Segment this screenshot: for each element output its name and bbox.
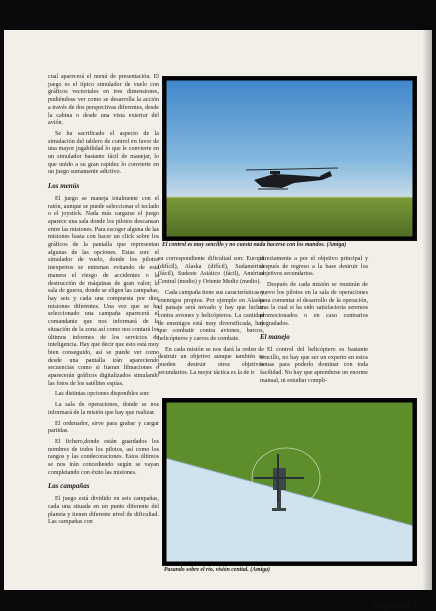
paragraph: directamente a por el objetivo principal y después de regreso a la base destruir los objetivos secundarios. xyxy=(260,256,368,278)
paragraph: El juego se maneja totalmente con el ratón, aunque se puede seleccionar el teclado o el joystick. Nada más cargarse el juego aparece una sala donde los pilotos descansan entre las misiones. Para escoger alguna de las misiones basta con hacer un click sobre los gráficos de la pantalla que representan algunas de las opciones. Estas son: el simulador de vuelo, donde los pilotos inexpertos se entrenan evitando de esta manera el riesgo de accidentes o la destrucción de máquinas de gran valor; la sala de guerra, donde se eligen las campañas, hay seis y cada una compuesta por diez misiones diferentes. Una vez que se ha seleccionado una campaña aparecerá el comandante que nos informará de la situación de la zona así como nos contará los últimos informes de los servicios de inteligencia. Hay que decir que esto está muy bien conseguido, así se puede ver como desde una pantalla irán apareciendo secuencias como si fueran filmaciones o aparecerán gráficos digitalizados simulando las fotos de los satélites espías. xyxy=(48,195,160,387)
paragraph: cual aparecerá el menú de presentación. El juego es el típico simulador de vuelo con gráficos vectoriales en tres dimensiones, pudiéndose ver como se desarrolla la acción a través de dos perspectivas diferentes, desde la cabina o desde una vista exterior del avión. xyxy=(48,74,159,127)
magazine-page xyxy=(4,30,432,611)
paragraph: La sala de operaciones, donde se nos informará de la misión que hay que realizar. xyxy=(48,402,159,416)
paragraph: El juego está dividido en seis campañas, cada una situada en un punto diferente del planeta y tienen diferente nivel de dificultad. Las campañas con xyxy=(48,496,159,526)
paragraph: su correspondiente dificultad son: Europa (difícil), Alaska (difícil), Sudamérica (fácil), Sudeste Asiático (fácil), América Central (medio) y Oriente Medio (medio). xyxy=(158,256,264,286)
figure-caption: Pasando sobre el río, visión cenital. (Amiga) xyxy=(164,567,270,573)
paragraph: El control del helicóptero es bastante sencillo, no hay que ser un experto en estos temas para poderlo dominar con toda facilidad. No hay que aprenderse un enorme manual, ni estudiar compli- xyxy=(260,347,368,384)
river-scene-illustration xyxy=(162,398,417,566)
paragraph: Se ha sacrificado el aspecto de la simulación del tablero de control en favor de una mayor jugabilidad lo que le convierte en un simulador bastante fácil de manejar, lo que unido a su gran rapidez lo convierte en un juego sumamente adictivo. xyxy=(48,130,159,176)
paragraph: El ordenador, sirve para grabar y cargar partidas. xyxy=(48,420,159,435)
paragraph: El fichero,donde están guardados los nombres de todos los pilotos, así como los rangos y las condecoraciones. Estos últimos se nos irán concediendo según se vayan completando con éxito las misiones. xyxy=(48,438,159,476)
page-edge-shadow xyxy=(422,30,432,590)
page-footer: MegaOcio 21 xyxy=(372,602,422,611)
paragraph: En cada misión se nos dará la orden de destruir un objetivo aunque también se pueden destruir otros objetivos secundarios. La mejor táctica es la de ir xyxy=(158,346,264,376)
text-column-1 xyxy=(48,74,159,530)
paragraph: Cada campaña tiene sus características y enemigos propios. Por ejemplo en Alaska el paisaje será nevado y hay que luchar contra aviones y helicópteros. La cantidad de enemigos está muy diversificada, hay que combatir contra aviones, barcos, helicópteros y carros de combate. xyxy=(158,289,264,343)
helicopter-scene-illustration xyxy=(162,76,417,241)
screenshot-helicopter-top xyxy=(162,398,417,566)
section-heading: Los menús xyxy=(48,182,80,191)
paragraph: Después de cada misión se reunirán de nuevo los pilotos en la sala de operaciones para comentar el desarrollo de la operación, tras la cual si ha sido satisfactoria seremos promocionados o en caso contrarios degradados. xyxy=(260,282,368,327)
screenshot-helicopter-side xyxy=(162,76,417,241)
text-column-3 xyxy=(260,256,368,389)
section-heading: Las campañas xyxy=(48,482,90,491)
section-heading: El manejo xyxy=(260,333,290,342)
text-column-2 xyxy=(158,256,264,381)
paragraph: Las distintas opciones disponibles son: xyxy=(55,391,150,398)
figure-caption: El control es muy sencillo y no cuesta nada hacerse con los mandos. (Amiga) xyxy=(162,242,347,248)
